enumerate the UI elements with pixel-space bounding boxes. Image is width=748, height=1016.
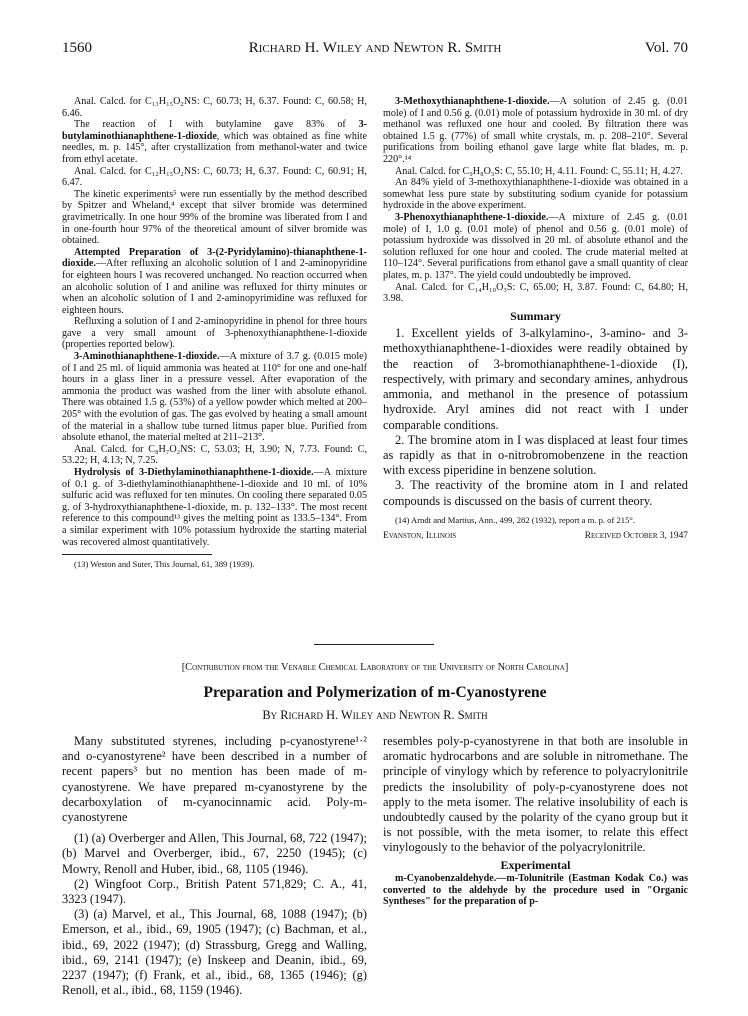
article-title: Preparation and Polymerization of m-Cyanostyrene bbox=[203, 684, 547, 701]
paragraph: 3-Methoxythianaphthene-1-dioxide.—A solution of 2.45 g. (0.01 mole) of I and 0.56 g. (0.01) mole of potassium hydroxide in 30 ml. of dry methanol was refluxed one hour and cooled. By filtration there was obtained 1.5 g. (77%) of small white crystals, m. p. 208–210°. Several purifications from boiling ethanol gave large white flat blades, m. p. 220°.¹⁴ bbox=[383, 96, 688, 165]
analysis-line: Anal. Calcd. for C₈H₇O₂NS: C, 53.03; H, 3.90; N, 7.73. Found: C, 53.22; H, 4.13; N, 7.25. bbox=[62, 443, 367, 467]
received-line bbox=[383, 531, 688, 543]
left-column-bottom bbox=[62, 734, 367, 998]
summary-item: 3. The reactivity of the bromine atom in I and related compounds is discussed on the basis of current theory. bbox=[383, 478, 688, 508]
running-header bbox=[62, 40, 688, 62]
summary-heading: Summary bbox=[510, 308, 561, 323]
paragraph: The reaction of I with butylamine gave 83% of 3-butylaminothianaphthene-1-dioxide, which was obtained as fine white needles, m. p. 145°, after crystallization from methanol-water and twice from ethyl acetate. bbox=[62, 119, 367, 165]
article-authors: By Richard H. Wiley and Newton R. Smith bbox=[262, 708, 488, 722]
running-title: Richard H. Wiley and Newton R. Smith bbox=[248, 40, 502, 56]
footnotes bbox=[383, 515, 688, 525]
footnote: (14) Arndt and Martius, Ann., 499, 282 (1932), report a m. p. of 215°. bbox=[395, 514, 635, 525]
volume-label: Vol. 70 bbox=[644, 40, 688, 56]
intro-paragraph: Many substituted styrenes, including p-cyanostyrene¹·² and o-cyanostyrene² have been described in a number of recent papers³ but no mention has been made of m-cyanostyrene. We have prepared m-cyanostyrene by the decarboxylation of m-cyanocinnamic acid. Poly-m-cyanostyrene bbox=[62, 734, 367, 825]
footnote: (1) (a) Overberger and Allen, This Journal, 68, 722 (1947); (b) Marvel and Overberger, ibid., 67, 2250 (1945); (c) Mowry, Renoll and Huber, ibid., 68, 1105 (1946). bbox=[62, 831, 367, 876]
left-column-top bbox=[62, 96, 367, 570]
paragraph: resembles poly-p-cyanostyrene in that both are insoluble in aromatic hydrocarbons and are soluble in nitromethane. The principle of vinylogy which by reference to polyacrylonitrile predicts the insolubility of poly-p-cyanostyrene does not apply to the meta isomer. The relative insolubility of each is undoubtedly caused by the polarity of the cyano group but it is not possible, with the meta isomer, to relate this effect vinylogously to the behavior of the polyacrylonitrile. bbox=[383, 734, 688, 855]
right-column-top bbox=[383, 96, 688, 543]
paragraph: 3-Aminothianaphthene-1-dioxide.—A mixture of 3.7 g. (0.015 mole) of I and 25 ml. of liquid ammonia was heated at 110° for one and one-half hours in a glass liner in a pressure vessel. After evaporation of the ammonia the product was washed from the liner with absolute ethanol. There was obtained 1.5 g. (53%) of a yellow powder which melted at 200–205° with the evolution of gas. The gas evolved by heating a small amount of the material in a shallow tube turned litmus paper blue. Purified from absolute ethanol, the material melted at 211–213°. bbox=[62, 351, 367, 444]
analysis-line: Anal. Calcd. for C₉H₈O₃S: C, 55.10; H, 4.11. Found: C, 55.11; H, 4.27. bbox=[395, 165, 683, 177]
analysis-line: Anal. Calcd. for C₁₄H₁₀O₃S: C, 65.00; H, 3.87. Found: C, 64.80; H, 3.98. bbox=[383, 281, 688, 305]
experimental-heading: Experimental bbox=[500, 857, 571, 872]
summary-item: 2. The bromine atom in I was displaced at least four times as rapidly as that in o-nitrobromobenzene in the reaction with excess piperidine in benzene solution. bbox=[383, 432, 688, 478]
paragraph: Attempted Preparation of 3-(2-Pyridylamino)-thianaphthene-1-dioxide.—After refluxing an alcoholic solution of I and 2-aminopyridine for eighteen hours I was recovered unchanged. No reaction occurred when an alcoholic solution of I and aniline was refluxed for thirty minutes or when an alcoholic solution of I and 2-aminopyrimidine was refluxed for eighteen hours. bbox=[62, 246, 367, 316]
paragraph: The kinetic experiments⁵ were run essentially by the method described by Spitzer and Wheland,⁴ except that silver bromide was determined gravimetrically. In one hour 99% of the bromine was liberated from I and in one-fourth hour 97% of the theoretical amount of silver bromide was obtained. bbox=[62, 188, 367, 247]
analysis-line: Anal. Calcd. for C₁₃H₁₅O₂NS: C, 60.73; H, 6.37. Found: C, 60.58; H, 6.46. bbox=[62, 96, 367, 119]
paragraph: m-Cyanobenzaldehyde.—m-Tolunitrile (Eastman Kodak Co.) was converted to the aldehyde by the procedure used in "Organic Syntheses" for the preparation of p- bbox=[383, 873, 688, 908]
page-number: 1560 bbox=[62, 40, 92, 56]
paragraph: 3-Phenoxythianaphthene-1-dioxide.—A mixture of 2.45 g. (0.01 mole) of I, 1.0 g. (0.01 mole) of phenol and 0.56 g. (0.01 mole) of potassium hydroxide was dissolved in 20 ml. of absolute ethanol and the solution refluxed for one hour and cooled. The crude material melted at 110–124°. Several purifications from ethanol gave a small quantity of clear plates, m. p. 137°. The yield could undoubtedly be improved. bbox=[383, 211, 688, 281]
right-column-bottom bbox=[383, 734, 688, 908]
footnote: (3) (a) Marvel, et al., This Journal, 68, 1088 (1947); (b) Emerson, et al., ibid., 69, 1905 (1947); (c) Bachman, et al., ibid., 69, 2022 (1947); (d) Strassburg, Gregg and Walling, ibid., 69, 2141 (1947); (e) Inskeep and Deanin, ibid., 69, 2237 (1947); (f) Frank, et al., ibid., 68, 1365 (1946); (g) Renoll, et al., ibid., 68, 1159 (1946). bbox=[62, 907, 367, 998]
footnotes bbox=[62, 559, 367, 569]
paragraph: An 84% yield of 3-methoxythianaphthene-1-dioxide was obtained in a somewhat less pure state by substituting sodium cyanide for potassium hydroxide in the above experiment. bbox=[383, 177, 688, 212]
footnotes bbox=[62, 831, 367, 998]
summary-item: 1. Excellent yields of 3-alkylamino-, 3-amino- and 3-methoxythianaphthene-1-dioxides were readily obtained by the reaction of 3-bromothianaphthene-1-dioxide (I), respectively, with primary and secondary amines, anhydrous ammonia, and methanol in the presence of potassium hydroxide. Aryl amines did not react with I under comparable conditions. bbox=[383, 326, 688, 432]
analysis-line: Anal. Calcd. for C₁₂H₁₅O₂NS: C, 60.73; H, 6.37. Found: C, 60.91; H, 6.47. bbox=[62, 165, 367, 189]
footnote: (13) Weston and Suter, This Journal, 61, 389 (1939). bbox=[74, 559, 255, 570]
contribution-line: [Contribution from the Venable Chemical Laboratory of the University of North Carolina] bbox=[181, 662, 569, 673]
received-date: Received October 3, 1947 bbox=[584, 531, 688, 542]
paragraph: Hydrolysis of 3-Diethylaminothianaphthene-1-dioxide.—A mixture of 0.1 g. of 3-diethylaminothianaphthene-1-dioxide and 10 ml. of 10% sulfuric acid was refluxed for ten minutes. On cooling there separated 0.05 g. of 3-hydroxythianaphthene-1-dioxide, m. p. 132–133°. The most recent reference to this compound¹³ gives the melting point as 133.5–134°. From a similar experiment with 10% potassium hydroxide the starting material was recovered almost quantitatively. bbox=[62, 467, 367, 548]
summary-body bbox=[383, 326, 688, 508]
article-divider bbox=[314, 644, 434, 645]
place: Evanston, Illinois bbox=[383, 531, 457, 542]
footnote-rule bbox=[62, 554, 212, 555]
footnote: (2) Wingfoot Corp., British Patent 571,829; C. A., 41, 3323 (1947). bbox=[62, 876, 367, 907]
paragraph: Refluxing a solution of I and 2-aminopyridine in phenol for three hours gave a very small amount of 3-phenoxythianaphthene-1-dioxide (properties reported below). bbox=[62, 316, 367, 351]
